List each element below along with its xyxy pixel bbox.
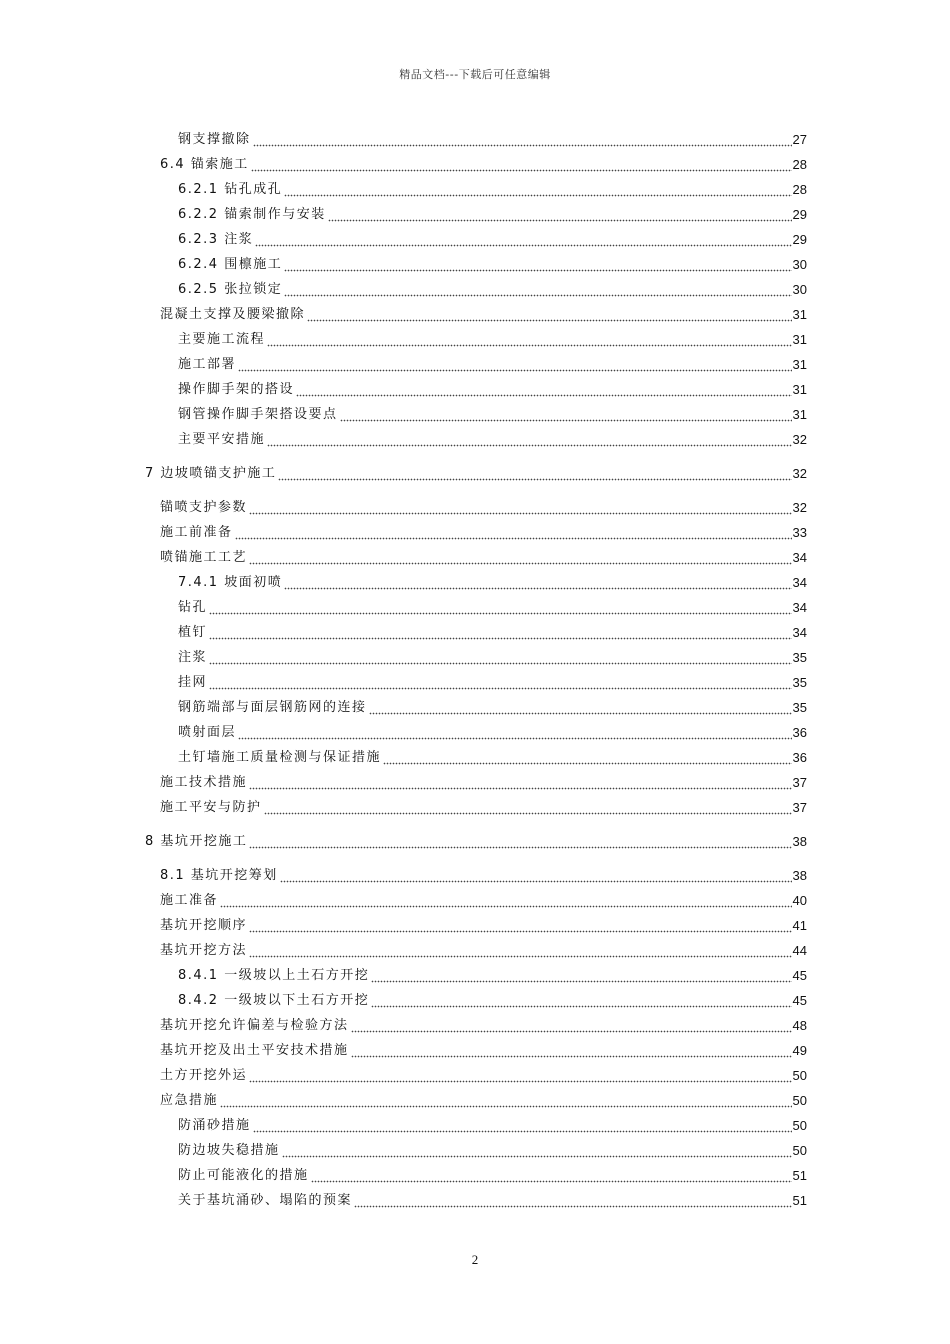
toc-entry-page: 30	[792, 257, 807, 272]
toc-entry[interactable]	[145, 914, 807, 934]
toc-entry-page: 50	[792, 1093, 807, 1108]
toc-entry[interactable]	[145, 696, 807, 716]
toc-entry[interactable]	[145, 403, 807, 423]
toc-dot-leader	[209, 625, 792, 641]
toc-entry[interactable]	[145, 671, 807, 691]
toc-entry[interactable]	[145, 546, 807, 566]
toc-entry-page: 45	[792, 993, 807, 1008]
toc-dot-leader	[354, 1193, 792, 1209]
toc-entry-page: 27	[792, 132, 807, 147]
toc-entry-title: 施工技术措施	[160, 775, 248, 790]
toc-entry-title: 防边坡失稳措施	[178, 1143, 280, 1158]
toc-entry-page: 32	[792, 466, 807, 481]
toc-dot-leader	[209, 650, 792, 666]
toc-dot-leader	[267, 432, 792, 448]
toc-entry[interactable]	[145, 253, 807, 273]
toc-entry[interactable]	[145, 128, 807, 148]
toc-entry[interactable]	[145, 1164, 807, 1184]
toc-entry[interactable]	[145, 1114, 807, 1134]
toc-entry-title: 6.2.2 锚索制作与安装	[178, 207, 326, 222]
toc-entry-page: 50	[792, 1068, 807, 1083]
toc-entry[interactable]	[145, 203, 807, 223]
toc-entry[interactable]	[145, 153, 807, 173]
toc-entry[interactable]	[145, 571, 807, 591]
toc-entry-title: 土钉墙施工质量检测与保证措施	[178, 750, 382, 765]
toc-dot-leader	[328, 207, 792, 223]
toc-dot-leader	[383, 750, 792, 766]
toc-dot-leader	[249, 1068, 792, 1084]
toc-entry-page: 37	[792, 775, 807, 790]
toc-entry-title: 喷射面层	[178, 725, 237, 740]
toc-entry[interactable]	[145, 496, 807, 516]
toc-dot-leader	[284, 282, 791, 298]
toc-dot-leader	[280, 868, 792, 884]
toc-entry[interactable]	[145, 1039, 807, 1059]
toc-entry-title: 施工部署	[178, 357, 237, 372]
toc-entry[interactable]	[145, 830, 807, 850]
toc-entry-page: 50	[792, 1143, 807, 1158]
toc-entry-title: 植钉	[178, 625, 208, 640]
toc-dot-leader	[209, 600, 792, 616]
toc-entry[interactable]	[145, 462, 807, 482]
toc-entry-title: 基坑开挖方法	[160, 943, 248, 958]
toc-entry-page: 48	[792, 1018, 807, 1033]
toc-entry-title: 6.2.1 钻孔成孔	[178, 182, 283, 197]
toc-entry-page: 30	[792, 282, 807, 297]
toc-entry-title: 施工平安与防护	[160, 800, 262, 815]
toc-dot-leader	[249, 775, 792, 791]
toc-entry[interactable]	[145, 1089, 807, 1109]
toc-entry-title: 操作脚手架的搭设	[178, 382, 295, 397]
toc-entry-title: 施工准备	[160, 893, 219, 908]
toc-dot-leader	[278, 466, 791, 482]
toc-entry-page: 35	[792, 700, 807, 715]
toc-entry-page: 40	[792, 893, 807, 908]
page-header: 精品文档---下载后可任意编辑	[399, 68, 551, 81]
toc-entry-page: 31	[792, 307, 807, 322]
toc-entry[interactable]	[145, 228, 807, 248]
toc-entry-page: 31	[792, 407, 807, 422]
toc-dot-leader	[267, 332, 792, 348]
toc-entry[interactable]	[145, 721, 807, 741]
toc-dot-leader	[282, 1143, 792, 1159]
toc-dot-leader	[249, 500, 792, 516]
toc-entry-page: 28	[792, 182, 807, 197]
toc-entry[interactable]	[145, 353, 807, 373]
toc-entry-page: 44	[792, 943, 807, 958]
toc-entry-page: 34	[792, 575, 807, 590]
toc-entry-page: 31	[792, 357, 807, 372]
toc-dot-leader	[351, 1043, 792, 1059]
toc-entry-title: 8.4.2 一级坡以下土石方开挖	[178, 993, 370, 1008]
toc-entry[interactable]	[145, 521, 807, 541]
toc-entry-title: 基坑开挖及出土平安技术措施	[160, 1043, 349, 1058]
toc-entry[interactable]	[145, 746, 807, 766]
toc-dot-leader	[249, 943, 792, 959]
toc-entry-title: 防止可能液化的措施	[178, 1168, 309, 1183]
toc-entry-page: 34	[792, 550, 807, 565]
toc-entry-title: 应急措施	[160, 1093, 219, 1108]
toc-entry[interactable]	[145, 964, 807, 984]
toc-entry-page: 51	[792, 1168, 807, 1183]
toc-entry[interactable]	[145, 939, 807, 959]
toc-entry-title: 钻孔	[178, 600, 208, 615]
toc-dot-leader	[351, 1018, 792, 1034]
toc-entry[interactable]	[145, 328, 807, 348]
toc-entry-title: 8 基坑开挖施工	[145, 834, 248, 849]
toc-entry[interactable]	[145, 178, 807, 198]
toc-entry-title: 7.4.1 坡面初喷	[178, 575, 283, 590]
toc-entry[interactable]	[145, 1189, 807, 1209]
toc-entry-page: 31	[792, 382, 807, 397]
toc-entry[interactable]	[145, 646, 807, 666]
toc-entry[interactable]	[145, 796, 807, 816]
toc-entry-page: 38	[792, 868, 807, 883]
toc-dot-leader	[251, 157, 792, 173]
toc-entry-title: 注浆	[178, 650, 208, 665]
toc-entry-page: 36	[792, 750, 807, 765]
toc-entry-title: 混凝土支撑及腰梁撤除	[160, 307, 306, 322]
toc-entry-title: 挂网	[178, 675, 208, 690]
toc-entry-page: 34	[792, 625, 807, 640]
toc-dot-leader	[249, 918, 792, 934]
toc-entry[interactable]	[145, 1064, 807, 1084]
toc-entry[interactable]	[145, 621, 807, 641]
toc-entry-page: 37	[792, 800, 807, 815]
toc-entry-title: 主要平安措施	[178, 432, 266, 447]
toc-entry-title: 主要施工流程	[178, 332, 266, 347]
toc-entry-title: 施工前准备	[160, 525, 233, 540]
toc-dot-leader	[238, 357, 792, 373]
toc-entry-title: 土方开挖外运	[160, 1068, 248, 1083]
toc-dot-leader	[307, 307, 792, 323]
toc-entry-title: 钢支撑撤除	[178, 132, 251, 147]
toc-entry-title: 喷锚施工工艺	[160, 550, 248, 565]
toc-entry-title: 基坑开挖允许偏差与检验方法	[160, 1018, 349, 1033]
toc-entry-page: 31	[792, 332, 807, 347]
toc-dot-leader	[371, 968, 791, 984]
toc-dot-leader	[264, 800, 792, 816]
toc-entry-page: 49	[792, 1043, 807, 1058]
toc-entry-title: 8.1 基坑开挖筹划	[160, 868, 278, 883]
toc-entry-page: 33	[792, 525, 807, 540]
toc-entry-page: 32	[792, 432, 807, 447]
toc-entry[interactable]	[145, 303, 807, 323]
toc-entry[interactable]	[145, 596, 807, 616]
toc-entry-title: 钢筋端部与面层钢筋网的连接	[178, 700, 367, 715]
toc-entry-page: 41	[792, 918, 807, 933]
toc-entry-title: 防涌砂措施	[178, 1118, 251, 1133]
toc-entry[interactable]	[145, 1139, 807, 1159]
toc-entry[interactable]	[145, 1014, 807, 1034]
toc-dot-leader	[220, 1093, 792, 1109]
toc-dot-leader	[255, 232, 791, 248]
toc-entry[interactable]	[145, 864, 807, 884]
toc-dot-leader	[238, 725, 792, 741]
toc-entry[interactable]	[145, 428, 807, 448]
toc-dot-leader	[371, 993, 791, 1009]
toc-entry-page: 32	[792, 500, 807, 515]
toc-entry-page: 29	[792, 232, 807, 247]
page-number: 2	[471, 1252, 479, 1267]
toc-entry-page: 28	[792, 157, 807, 172]
toc-dot-leader	[311, 1168, 792, 1184]
toc-dot-leader	[284, 182, 791, 198]
toc-entry-page: 35	[792, 675, 807, 690]
toc-entry-page: 51	[792, 1193, 807, 1208]
toc-dot-leader	[220, 893, 792, 909]
toc-dot-leader	[209, 675, 792, 691]
toc-dot-leader	[284, 575, 791, 591]
toc-entry[interactable]	[145, 889, 807, 909]
toc-dot-leader	[235, 525, 792, 541]
toc-dot-leader	[296, 382, 792, 398]
toc-dot-leader	[249, 834, 791, 850]
toc-entry-page: 34	[792, 600, 807, 615]
toc-dot-leader	[253, 1118, 792, 1134]
toc-entry-page: 50	[792, 1118, 807, 1133]
toc-entry-page: 45	[792, 968, 807, 983]
toc-entry-title: 6.4 锚索施工	[160, 157, 249, 172]
toc-entry-title: 关于基坑涌砂、塌陷的预案	[178, 1193, 353, 1208]
toc-entry[interactable]	[145, 278, 807, 298]
toc-entry-title: 6.2.3 注浆	[178, 232, 254, 247]
toc-entry-title: 6.2.5 张拉锁定	[178, 282, 283, 297]
toc-entry-title: 7 边坡喷锚支护施工	[145, 466, 277, 481]
toc-entry[interactable]	[145, 989, 807, 1009]
toc-entry-title: 8.4.1 一级坡以上土石方开挖	[178, 968, 370, 983]
toc-entry-title: 6.2.4 围檩施工	[178, 257, 283, 272]
toc-entry-title: 锚喷支护参数	[160, 500, 248, 515]
toc-entry-page: 35	[792, 650, 807, 665]
toc-entry[interactable]	[145, 378, 807, 398]
toc-entry-title: 钢管操作脚手架搭设要点	[178, 407, 338, 422]
toc-entry[interactable]	[145, 771, 807, 791]
toc-entry-page: 38	[792, 834, 807, 849]
toc-entry-page: 36	[792, 725, 807, 740]
toc-dot-leader	[249, 550, 792, 566]
toc-dot-leader	[253, 132, 792, 148]
toc-dot-leader	[369, 700, 792, 716]
toc-entry-title: 基坑开挖顺序	[160, 918, 248, 933]
toc-dot-leader	[340, 407, 792, 423]
toc-entry-page: 29	[792, 207, 807, 222]
toc-dot-leader	[284, 257, 791, 273]
